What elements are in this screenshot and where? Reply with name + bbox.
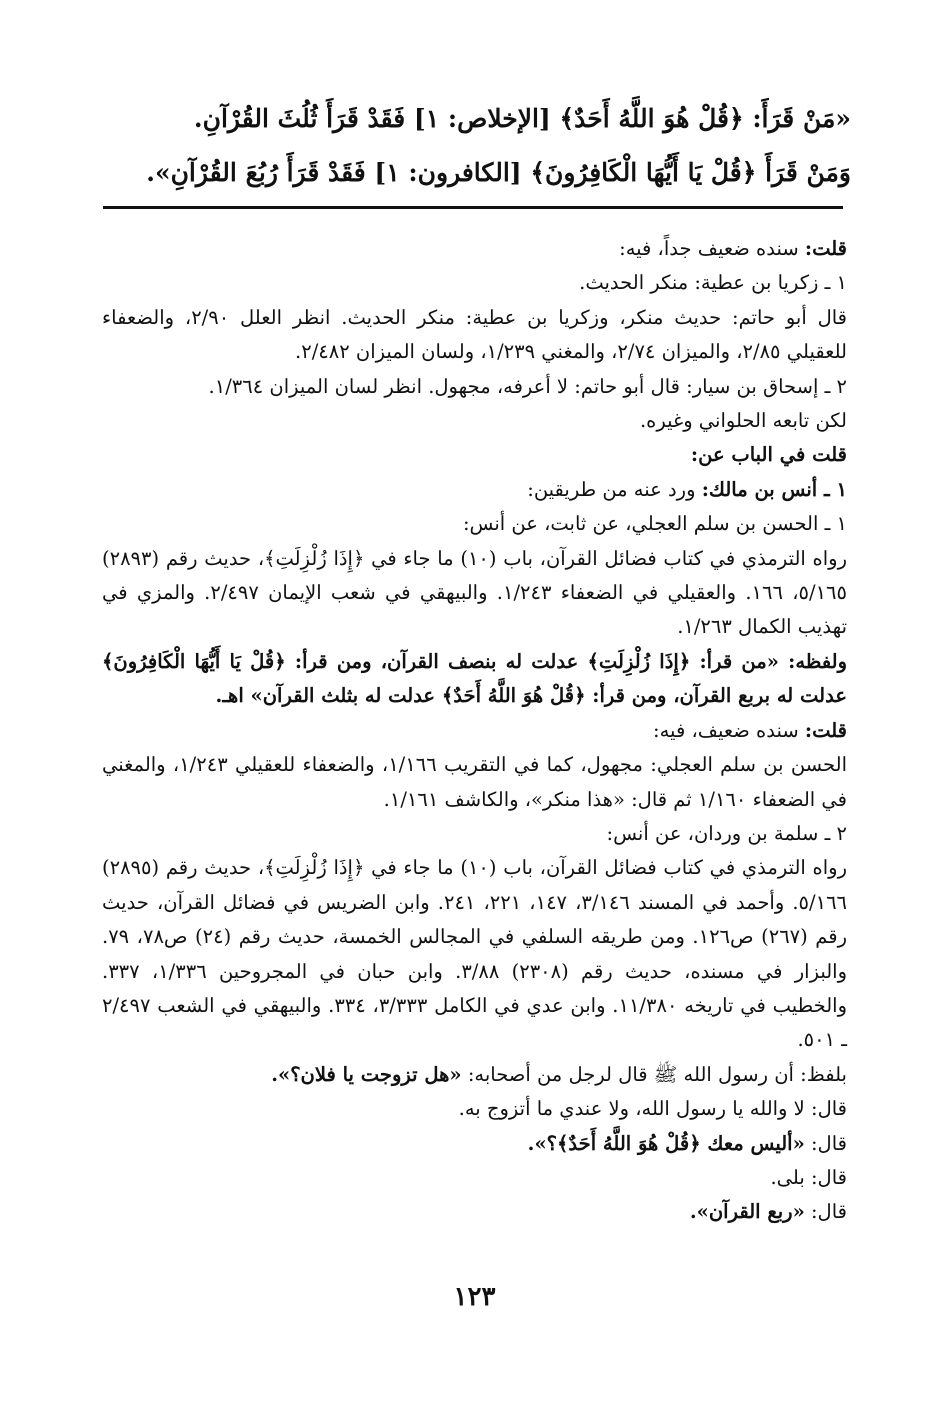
label: قلت: [804, 237, 847, 260]
paragraph [102, 714, 847, 748]
text: بلفظ: أن رسول الله ﷺ قال لرجل من أصحابه: [467, 1062, 847, 1086]
paragraph: قال أبو حاتم: حديث منكر، وزكريا بن عطية: منكر الحديث. انظر العلل ٢/٩٠، والضعفاء للعقيلي ٢/٨٥، والميزان ٢/٧٤، والمغني ١/٢٣٩، ولسان الميزان ٢/٤٨٢. [102, 305, 847, 364]
paragraph: قال: لا والله يا رسول الله، ولا عندي ما أتزوج به. [458, 1097, 847, 1121]
hadith-line-2: وَمَنْ قَرَأَ ﴿قُلْ يَا أَيُّهَا الْكَافِرُونَ﴾ [الكافرون: ١] فَقَدْ قَرَأَ رُبُعَ القُرْآنِ». [146, 158, 851, 187]
paragraph: ٢ ـ إسحاق بن سيار: قال أبو حاتم: لا أعرفه، مجهول. انظر لسان الميزان ١/٣٦٤. [208, 374, 847, 398]
hadith-text [98, 92, 851, 200]
paragraph: لكن تابعه الحلواني وغيره. [639, 409, 847, 433]
paragraph: ١ ـ الحسن بن سلم العجلي، عن ثابت، عن أنس: [462, 512, 847, 536]
paragraph: رواه الترمذي في كتاب فضائل القرآن، باب (١٠) ما جاء في ﴿إِذَا زُلْزِلَتِ﴾، حديث رقم (٢٨٩٥) ٥/١٦٦. وأحمد في المسند ٣/١٤٦، ١٤٧، ٢٢١، ٢٤١. وابن الضريس في فضائل القرآن، حديث رقم (٢٦٧) ص١٢٦. ومن طريقه السلفي في المجالس الخمسة، حديث رقم (٢٤) ص٧٨، ٧٩. والبزار في مسنده، حديث رقم (٢٣٠٨) ٣/٨٨. وابن حبان في المجروحين ١/٣٣٦، ٣٣٧. والخطيب في تاريخه ١١/٣٨٠. وابن عدي في الكامل ٣/٣٣٣، ٣٣٤. والبيهقي في الشعب ٢/٤٩٧ ـ ٥٠١. [102, 856, 848, 1052]
text: سنده ضعيف جداً، فيه: [619, 237, 799, 260]
paragraph [102, 232, 847, 266]
footnote-separator [103, 206, 843, 209]
quote: «هل تزوجت يا فلان؟». [271, 1062, 462, 1086]
paragraph [102, 1195, 847, 1229]
paragraph: رواه الترمذي في كتاب فضائل القرآن، باب (١٠) ما جاء في ﴿إِذَا زُلْزِلَتِ﴾، حديث رقم (٢٨٩٣) ٥/١٦٥، ١٦٦. والعقيلي في الضعفاء ١/٢٤٣. والبيهقي في شعب الإيمان ٢/٤٩٧. والمزي في تهذيب الكمال ١/٢٦٣. [102, 546, 848, 639]
quote: «ربع القرآن». [689, 1200, 805, 1224]
quote: «أليس معك ﴿قُلْ هُوَ اللَّهُ أَحَدٌ﴾؟». [527, 1131, 805, 1155]
commentary [102, 232, 847, 1230]
paragraph: ٢ ـ سلمة بن وردان، عن أنس: [606, 821, 847, 845]
hadith-line-1: «مَنْ قَرَأَ: ﴿قُلْ هُوَ اللَّهُ أَحَدٌ﴾ [الإخلاص: ١] فَقَدْ قَرَأَ ثُلُثَ القُرْآنِ. [193, 104, 851, 133]
paragraph: ١ ـ زكريا بن عطية: منكر الحديث. [579, 271, 847, 295]
paragraph: الحسن بن سلم العجلي: مجهول، كما في التقريب ١/١٦٦، والضعفاء للعقيلي ١/٢٤٣، والمغني في الضعفاء ١/١٦٠ ثم قال: «هذا منكر»، والكاشف ١/١٦١. [102, 753, 848, 811]
text: ورد عنه من طريقين: [527, 477, 696, 501]
label: ١ ـ أنس بن مالك: [701, 477, 847, 501]
paragraph [102, 1058, 847, 1092]
text: قال: [810, 1131, 847, 1155]
text: سنده ضعيف، فيه: [653, 718, 799, 742]
page-number: ١٢٣ [453, 1282, 496, 1312]
quoted-text: ولفظه: «من قرأ: ﴿إِذَا زُلْزِلَتِ﴾ عدلت له بنصف القرآن، ومن قرأ: ﴿قُلْ يَا أَيُّهَا الْكَافِرُونَ﴾ عدلت له بربع القرآن، ومن قرأ: ﴿قُلْ هُوَ اللَّهُ أَحَدٌ﴾ عدلت له بثلث القرآن» اهـ. [102, 649, 847, 708]
paragraph [102, 1127, 847, 1161]
text: قال: [810, 1200, 847, 1224]
paragraph [102, 473, 847, 507]
paragraph: قال: بلى. [770, 1165, 847, 1189]
label: قلت: [804, 718, 847, 742]
section-heading: قلت في الباب عن: [690, 443, 847, 467]
